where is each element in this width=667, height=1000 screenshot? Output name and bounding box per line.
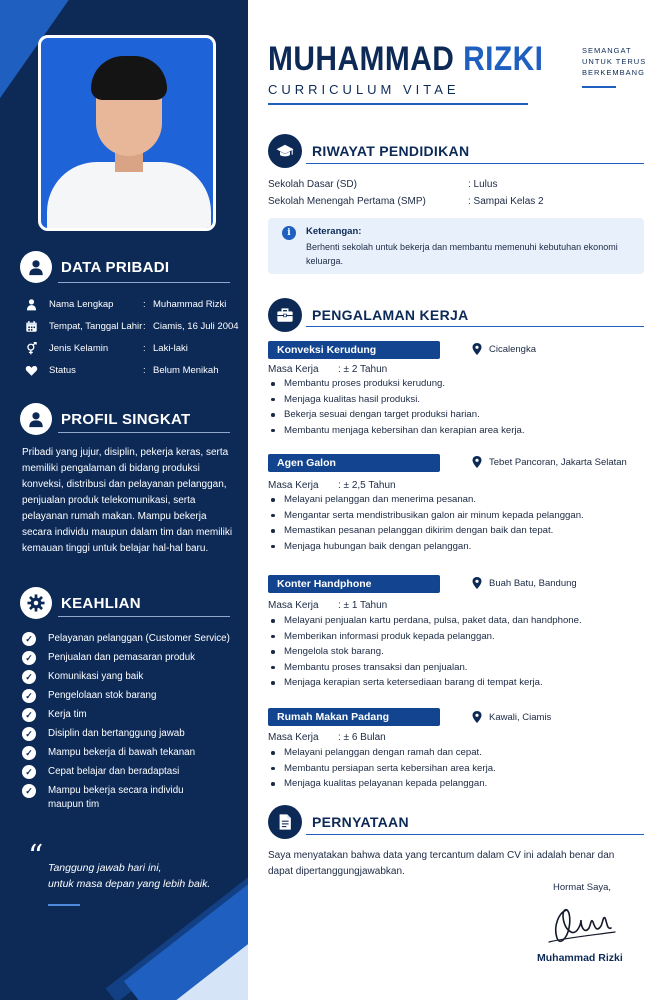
list-item: Menjaga kerapian serta ketersediaan barang di tempat kerja. (270, 675, 640, 691)
data-row-ttl: Tempat, Tanggal Lahir : Ciamis, 16 Juli 2004 (22, 319, 239, 333)
section-title: RIWAYAT PENDIDIKAN (312, 143, 470, 159)
data-row-gender: Jenis Kelamin : Laki-laki (22, 341, 188, 355)
divider (582, 86, 616, 88)
job-duration: Masa Kerja : ± 1 Tahun (268, 600, 388, 611)
check-icon: ✓ (22, 784, 36, 798)
list-item: Membantu persiapan serta kebersihan area kerja. (270, 761, 640, 777)
list-item: Menjaga hubungan baik dengan pelanggan. (270, 539, 640, 555)
section-title: PERNYATAAN (312, 814, 409, 830)
list-item: Menjaga kualitas hasil produksi. (270, 392, 640, 408)
list-item: Melayani pelanggan dengan ramah dan cepat. (270, 745, 640, 761)
job-title: Rumah Makan Padang (268, 708, 440, 726)
data-value: Laki-laki (153, 342, 188, 354)
check-icon: ✓ (22, 651, 36, 665)
profile-icon (20, 403, 52, 435)
divider (48, 904, 80, 906)
note-text: Berhenti sekolah untuk bekerja dan membantu memenuhi kebutuhan ekonomi keluarga. (306, 242, 618, 266)
divider (58, 282, 230, 283)
data-value: Belum Menikah (153, 364, 219, 376)
skill-item: ✓ Kerja tim (22, 708, 87, 722)
job-duration: Masa Kerja : ± 2,5 Tahun (268, 480, 396, 491)
check-icon: ✓ (22, 689, 36, 703)
divider (306, 834, 644, 835)
list-item: Membantu proses produksi kerudung. (270, 376, 640, 392)
check-icon: ✓ (22, 670, 36, 684)
profile-photo (38, 35, 216, 231)
list-item: Mengantar serta mendistribusikan galon air minum kepada pelanggan. (270, 508, 640, 524)
skill-item: ✓ Cepat belajar dan beradaptasi (22, 765, 179, 779)
job-location: Buah Batu, Bandung (472, 577, 577, 589)
data-row-nama: Nama Lengkap : Muhammad Rizki (22, 297, 226, 311)
list-item: Membantu menjaga kebersihan dan kerapian area kerja. (270, 423, 640, 439)
list-item: Membantu proses transaksi dan penjualan. (270, 660, 640, 676)
job-duties (270, 745, 640, 792)
full-name: MUHAMMAD RIZKI (268, 40, 544, 78)
data-row-status: Status : Belum Menikah (22, 363, 218, 377)
job-duties (270, 376, 640, 438)
section-header-keahlian (20, 587, 141, 619)
data-label: Status (49, 364, 76, 376)
quote-mark: “ (28, 839, 44, 874)
gear-icon (20, 587, 52, 619)
education-row: Sekolah Dasar (SD) : Lulus (268, 179, 498, 190)
divider (306, 326, 644, 327)
graduation-cap-icon (268, 134, 302, 168)
data-label: Jenis Kelamin (49, 342, 109, 354)
check-icon: ✓ (22, 765, 36, 779)
section-header-data-pribadi (20, 251, 169, 283)
location-pin-icon (472, 343, 482, 355)
divider (58, 432, 230, 433)
statement-text: Saya menyatakan bahwa data yang tercantum dalam CV ini adalah benar dan dapat dipertanggungjawabkan. (268, 850, 615, 877)
job-title: Konter Handphone (268, 575, 440, 593)
note-title: Keterangan: (306, 226, 362, 237)
closing-text: Hormat Saya, (553, 882, 612, 893)
heart-icon (22, 363, 40, 377)
list-item: Bekerja sesuai dengan target produksi harian. (270, 407, 640, 423)
list-item: Melayani penjualan kartu perdana, pulsa, paket data, dan handphone. (270, 613, 640, 629)
profile-summary: Pribadi yang jujur, disiplin, pekerja keras, serta memiliki pengalaman di bidang produksi konveksi, distribusi dan pelayanan pelanggan, penjualan produk telekomunikasi, serta pelayanan rumah makan. Mampu bekerja secara individu maupun dalam tim dan memiliki kemauan tinggi untuk belajar hal-hal baru. (22, 447, 233, 554)
briefcase-icon (268, 298, 302, 332)
list-item: Mengelola stok barang. (270, 644, 640, 660)
quote: Tanggung jawab hari ini, untuk masa depan yang lebih baik. (48, 862, 211, 890)
job-location: Kawali, Ciamis (472, 711, 551, 723)
skill-item: ✓ Pengelolaan stok barang (22, 689, 156, 703)
check-icon: ✓ (22, 632, 36, 646)
divider (306, 163, 644, 164)
job-duration: Masa Kerja : ± 2 Tahun (268, 364, 388, 375)
gender-icon (22, 341, 40, 355)
list-item: Melayani pelanggan dan menerima pesanan. (270, 492, 640, 508)
location-pin-icon (472, 711, 482, 723)
education-row: Sekolah Menengah Pertama (SMP) : Sampai Kelas 2 (268, 196, 544, 207)
info-icon: i (282, 226, 296, 240)
signer-name: Muhammad Rizki (537, 952, 623, 964)
section-title: PENGALAMAN KERJA (312, 307, 469, 323)
data-label: Nama Lengkap (49, 298, 114, 310)
document-icon (268, 805, 302, 839)
job-duties (270, 492, 640, 554)
data-value: Ciamis, 16 Juli 2004 (153, 320, 239, 332)
check-icon: ✓ (22, 708, 36, 722)
job-duties (270, 613, 640, 691)
job-title: Konveksi Kerudung (268, 341, 440, 359)
user-icon (20, 251, 52, 283)
sidebar (0, 0, 248, 1000)
skill-item: ✓ Komunikasi yang baik (22, 670, 143, 684)
divider (58, 616, 230, 617)
skill-item: ✓ Penjualan dan pemasaran produk (22, 651, 195, 665)
location-pin-icon (472, 577, 482, 589)
note-box (268, 218, 644, 274)
list-item: Memastikan pesanan pelanggan dikirim dengan baik dan tepat. (270, 523, 640, 539)
section-header-profil (20, 403, 190, 435)
calendar-icon (22, 319, 40, 333)
job-title: Agen Galon (268, 454, 440, 472)
skill-item: ✓ Mampu bekerja di bawah tekanan (22, 746, 195, 760)
cv-subtitle: CURRICULUM VITAE (268, 82, 460, 97)
user-icon (22, 297, 40, 311)
job-duration: Masa Kerja : ± 6 Bulan (268, 732, 386, 743)
data-value: Muhammad Rizki (153, 298, 227, 310)
section-title: KEAHLIAN (61, 594, 141, 612)
data-label: Tempat, Tanggal Lahir (49, 320, 143, 332)
section-title: DATA PRIBADI (61, 258, 170, 276)
skill-item: ✓ Pelayanan pelanggan (Customer Service) (22, 632, 230, 646)
location-pin-icon (472, 456, 482, 468)
divider (268, 103, 528, 105)
section-title: PROFIL SINGKAT (61, 410, 191, 428)
skill-item: ✓ Disiplin dan bertanggung jawab (22, 727, 185, 741)
job-location: Cicalengka (472, 343, 536, 355)
skill-item: ✓ Mampu bekerja secara individu maupun tim (22, 784, 202, 812)
list-item: Menjaga kualitas pelayanan kepada pelanggan. (270, 776, 640, 792)
signature (545, 898, 617, 950)
check-icon: ✓ (22, 727, 36, 741)
list-item: Memberikan informasi produk kepada pelanggan. (270, 629, 640, 645)
check-icon: ✓ (22, 746, 36, 760)
motto: SEMANGAT UNTUK TERUS BERKEMBANG (582, 46, 647, 77)
job-location: Tebet Pancoran, Jakarta Selatan (472, 456, 627, 468)
